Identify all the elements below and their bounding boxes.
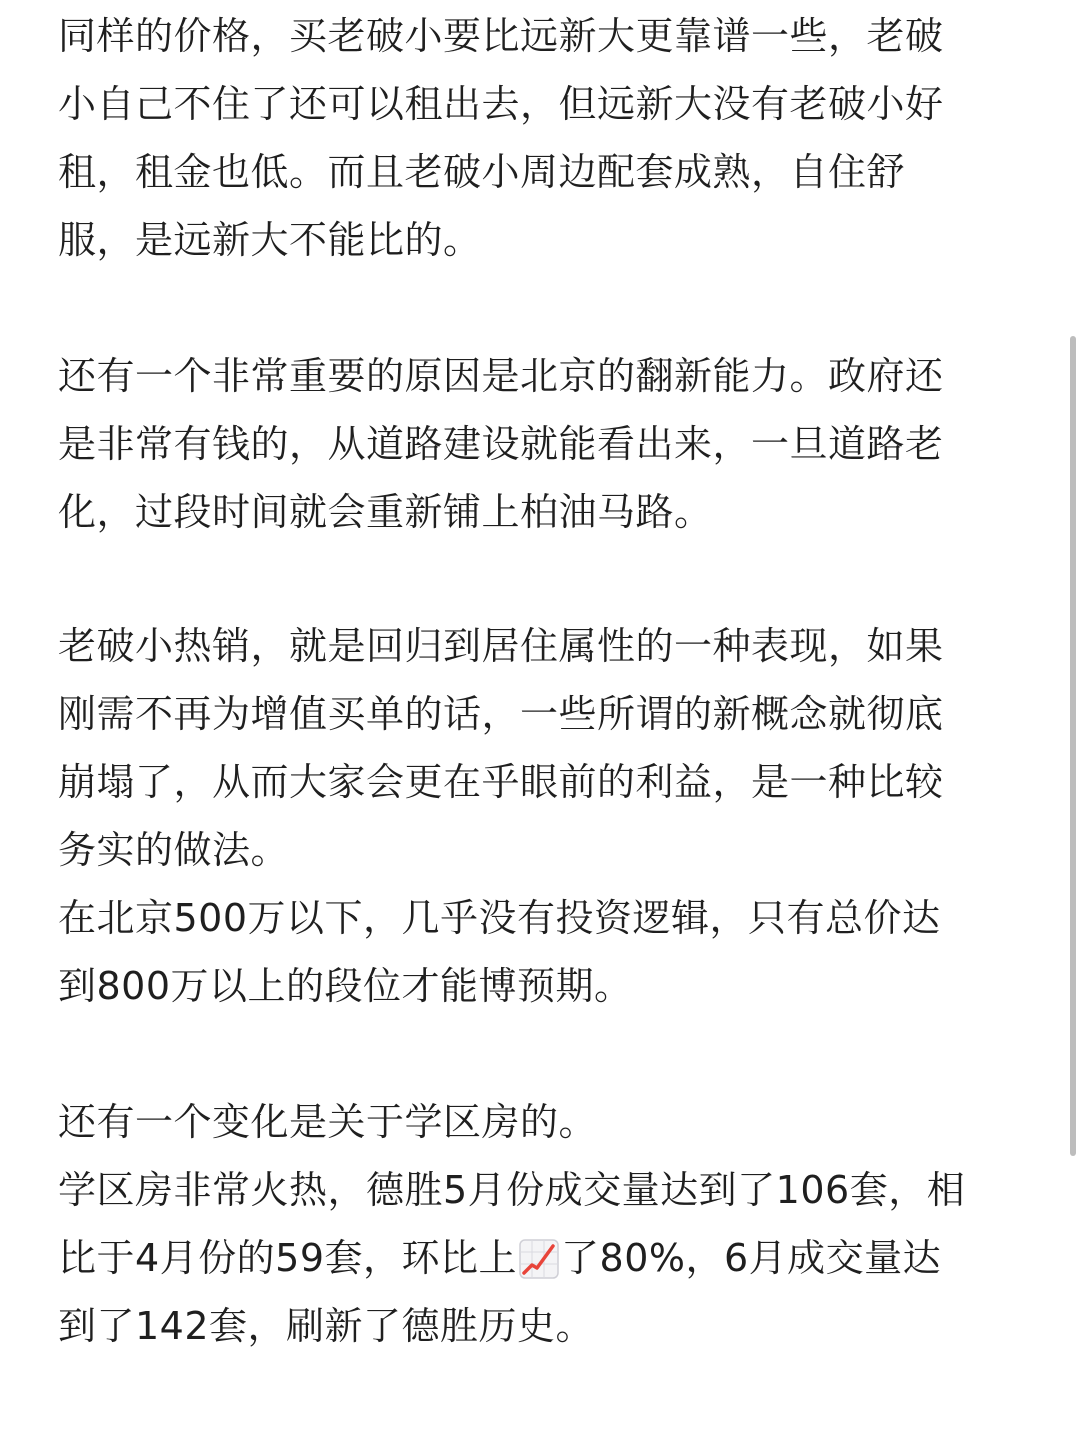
paragraph-2-line-1: 还有一个非常重要的原因是北京的翻新能力。政府还: [58, 354, 944, 398]
paragraph-4-line-3: [58, 1224, 941, 1292]
paragraph-1-line-1: 同样的价格，买老破小要比远新大更靠谱一些，老破: [58, 14, 944, 58]
paragraph-3-line-2: 刚需不再为增值买单的话，一些所谓的新概念就彻底: [58, 692, 944, 736]
paragraph-3-line-3: 崩塌了，从而大家会更在乎眼前的利益，是一种比较: [58, 760, 944, 804]
paragraph-3-line-5: 在北京500万以下，几乎没有投资逻辑，只有总价达: [58, 896, 941, 940]
paragraph-3-line-1: 老破小热销，就是回归到居住属性的一种表现，如果: [58, 624, 944, 668]
paragraph-4-line-4: 到了142套，刷新了德胜历史。: [58, 1304, 595, 1348]
paragraph-2-line-3: 化，过段时间就会重新铺上柏油马路。: [58, 490, 713, 534]
paragraph-3-line-6: 到800万以上的段位才能博预期。: [58, 964, 633, 1008]
paragraph-1-line-2: 小自己不住了还可以租出去，但远新大没有老破小好: [58, 82, 944, 126]
chart-increasing-icon: [519, 1232, 559, 1272]
paragraph-4-line-3-start: 比于4月份的59套，环比上: [58, 1236, 518, 1280]
paragraph-1-line-3: 租，租金也低。而且老破小周边配套成熟，自住舒: [58, 150, 906, 194]
paragraph-2-line-2: 是非常有钱的，从道路建设就能看出来，一旦道路老: [58, 422, 944, 466]
paragraph-4-line-1: 还有一个变化是关于学区房的。: [58, 1100, 598, 1144]
paragraph-4-line-3-end: 了80%，6月成交量达: [561, 1236, 942, 1280]
paragraph-3-line-4: 务实的做法。: [58, 828, 290, 872]
paragraph-1-line-4: 服，是远新大不能比的。: [58, 218, 482, 262]
paragraph-4-line-2: 学区房非常火热，德胜5月份成交量达到了106套，相: [58, 1168, 966, 1212]
scrollbar[interactable]: [1070, 336, 1076, 1156]
